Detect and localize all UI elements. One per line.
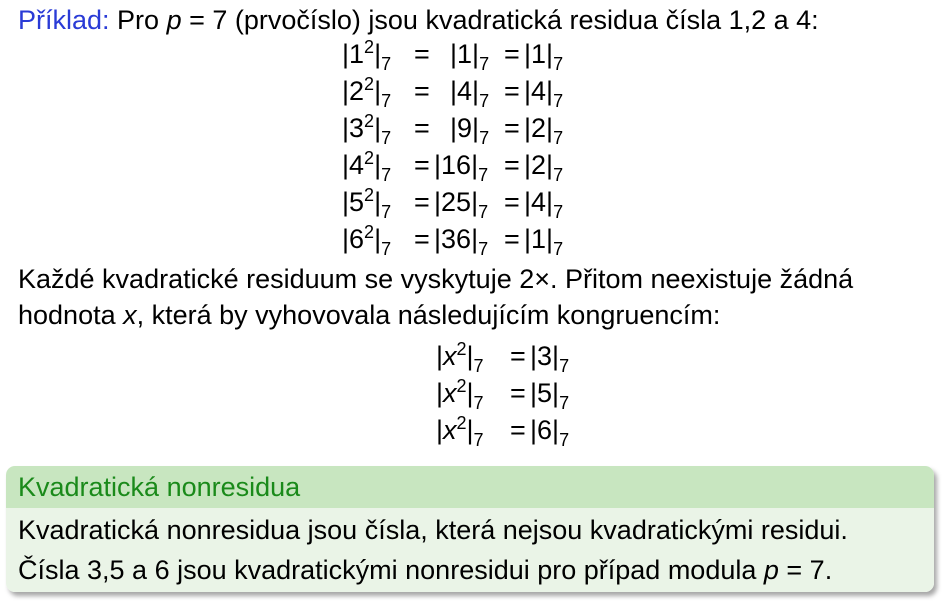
residue-value-term: $|2|_7$	[524, 113, 564, 148]
residue-value-term-modulus: 7	[553, 165, 564, 185]
congruence-rhs: $|3|_7$	[530, 341, 570, 376]
residue-row	[342, 73, 582, 110]
residue-square-term: $|36|_7$	[434, 224, 489, 259]
paragraph-line-1: Každé kvadratické residuum se vyskytuje 2×. Přitom neexistuje žádná	[18, 264, 854, 294]
residue-value-term-value: 1	[531, 224, 547, 254]
residue-value-term-value: 1	[531, 39, 547, 69]
residue-square-term-modulus: 7	[479, 91, 490, 111]
equals-sign: =	[414, 39, 430, 69]
residue-base-term-value: 4	[349, 150, 365, 180]
residue-square-term-value: 25	[441, 187, 472, 217]
equals-sign: =	[504, 224, 520, 254]
congruence-lhs-modulus: 7	[473, 356, 484, 376]
congruence-rhs: $|5|_7$	[530, 378, 570, 413]
equals-sign: =	[504, 39, 520, 69]
residue-square-term-modulus: 7	[479, 54, 490, 74]
congruence-rhs-value: 3	[537, 341, 553, 371]
residue-base-term-value: 2	[349, 76, 365, 106]
intro-line	[18, 3, 819, 37]
residue-row	[342, 184, 582, 221]
residue-value-term: $|1|_7$	[524, 39, 564, 74]
residue-base-term-modulus: 7	[381, 54, 392, 74]
residue-base-term-modulus: 7	[381, 239, 392, 259]
residue-base-term-modulus: 7	[381, 91, 392, 111]
intro-var-p: p	[166, 5, 182, 35]
residue-base-term-exponent: 2	[364, 74, 375, 94]
residue-square-term-value: 4	[457, 76, 473, 106]
equals-sign: =	[504, 113, 520, 143]
residue-table	[342, 36, 582, 258]
block-line-1: Kvadratická nonresidua jsou čísla, která nejsou kvadratickými residui.	[18, 515, 848, 545]
residue-base-term-value: 3	[349, 113, 365, 143]
residue-square-term-value: 36	[441, 224, 472, 254]
block-body	[6, 508, 934, 592]
residue-base-term-exponent: 2	[364, 148, 375, 168]
congruence-lhs-exponent: 2	[456, 339, 467, 359]
congruence-row	[436, 412, 586, 449]
residue-row	[342, 147, 582, 184]
residue-square-term-value: 9	[457, 113, 473, 143]
residue-square-term-modulus: 7	[479, 128, 490, 148]
paragraph-var-x: x	[123, 300, 137, 330]
congruence-lhs-modulus: 7	[473, 430, 484, 450]
congruence-lhs-var: x	[443, 341, 457, 371]
residue-base-term: $|4^2|_7$	[342, 148, 392, 185]
residue-square-term-modulus: 7	[478, 202, 489, 222]
paragraph-line-2-after: , která by vyhovovala následujícím kongruencím:	[136, 300, 721, 330]
congruence-rhs: $|6|_7$	[530, 415, 570, 450]
residue-row	[342, 110, 582, 147]
residue-base-term-modulus: 7	[381, 165, 392, 185]
congruence-lhs: $|x^2|_7$	[436, 376, 484, 413]
block-line-2	[18, 550, 922, 590]
residue-value-term: $|2|_7$	[524, 150, 564, 185]
residue-base-term-modulus: 7	[381, 128, 392, 148]
residue-square-term-modulus: 7	[478, 165, 489, 185]
nonresidua-block	[6, 466, 934, 592]
residue-value-term-value: 2	[531, 150, 547, 180]
congruence-lhs: $|x^2|_7$	[436, 413, 484, 450]
congruence-row	[436, 338, 586, 375]
residue-base-term: $|5^2|_7$	[342, 185, 392, 222]
example-label: Příklad:	[18, 5, 110, 35]
residue-base-term: $|6^2|_7$	[342, 222, 392, 259]
residue-base-term-exponent: 2	[364, 111, 375, 131]
paragraph-line-2	[18, 298, 720, 332]
equals-sign: =	[510, 341, 526, 371]
residue-base-term: $|2^2|_7$	[342, 74, 392, 111]
congruence-lhs: $|x^2|_7$	[436, 339, 484, 376]
congruence-rhs-value: 6	[537, 415, 553, 445]
equals-sign: =	[510, 378, 526, 408]
residue-row	[342, 36, 582, 73]
residue-value-term: $|1|_7$	[524, 224, 564, 259]
residue-value-term-modulus: 7	[553, 239, 564, 259]
residue-square-term: $|16|_7$	[434, 150, 489, 185]
residue-value-term: $|4|_7$	[524, 187, 564, 222]
congruence-lhs-var: x	[443, 415, 457, 445]
congruence-rhs-modulus: 7	[559, 356, 570, 376]
residue-base-term-value: 1	[349, 39, 365, 69]
residue-value-term-value: 4	[531, 76, 547, 106]
residue-value-term-modulus: 7	[553, 128, 564, 148]
residue-square-term: $|25|_7$	[434, 187, 489, 222]
residue-base-term-exponent: 2	[364, 222, 375, 242]
residue-value-term-modulus: 7	[553, 202, 564, 222]
congruence-lhs-exponent: 2	[456, 413, 467, 433]
congruence-table	[436, 338, 586, 449]
equals-sign: =	[504, 76, 520, 106]
residue-value-term: $|4|_7$	[524, 76, 564, 111]
residue-value-term-value: 2	[531, 113, 547, 143]
block-var-p: p	[763, 555, 779, 585]
congruence-rhs-value: 5	[537, 378, 553, 408]
residue-base-term: $|3^2|_7$	[342, 111, 392, 148]
residue-square-term: $|4|_7$	[450, 76, 490, 111]
residue-square-term-value: 16	[441, 150, 472, 180]
residue-value-term-value: 4	[531, 187, 547, 217]
paragraph-line-2-before: hodnota	[18, 300, 124, 330]
congruence-lhs-var: x	[443, 378, 457, 408]
residue-base-term-exponent: 2	[364, 185, 375, 205]
equals-sign: =	[414, 113, 430, 143]
residue-row	[342, 221, 582, 258]
intro-text-before: Pro	[109, 5, 167, 35]
congruence-rhs-modulus: 7	[559, 393, 570, 413]
residue-square-term-modulus: 7	[478, 239, 489, 259]
equals-sign: =	[510, 415, 526, 445]
equals-sign: =	[414, 187, 430, 217]
residue-base-term-modulus: 7	[381, 202, 392, 222]
residue-base-term-value: 5	[349, 187, 365, 217]
equals-sign: =	[504, 187, 520, 217]
residue-base-term: $|1^2|_7$	[342, 37, 392, 74]
equals-sign: =	[504, 150, 520, 180]
equals-sign: =	[414, 224, 430, 254]
residue-value-term-modulus: 7	[553, 54, 564, 74]
residue-square-term: $|1|_7$	[450, 39, 490, 74]
equals-sign: =	[414, 150, 430, 180]
residue-square-term-value: 1	[457, 39, 473, 69]
residue-value-term-modulus: 7	[553, 91, 564, 111]
intro-text-after: = 7 (prvočíslo) jsou kvadratická residua čísla 1,2 a 4:	[181, 5, 819, 35]
congruence-lhs-exponent: 2	[456, 376, 467, 396]
block-line-2-before: Čísla 3,5 a 6 jsou kvadratickými nonresidui pro případ modula	[18, 555, 764, 585]
congruence-row	[436, 375, 586, 412]
block-line-2-after: = 7.	[778, 555, 833, 585]
residue-base-term-exponent: 2	[364, 37, 375, 57]
block-title: Kvadratická nonresidua	[6, 466, 934, 508]
congruence-lhs-modulus: 7	[473, 393, 484, 413]
equals-sign: =	[414, 76, 430, 106]
residue-base-term-value: 6	[349, 224, 365, 254]
congruence-rhs-modulus: 7	[559, 430, 570, 450]
residue-square-term: $|9|_7$	[450, 113, 490, 148]
